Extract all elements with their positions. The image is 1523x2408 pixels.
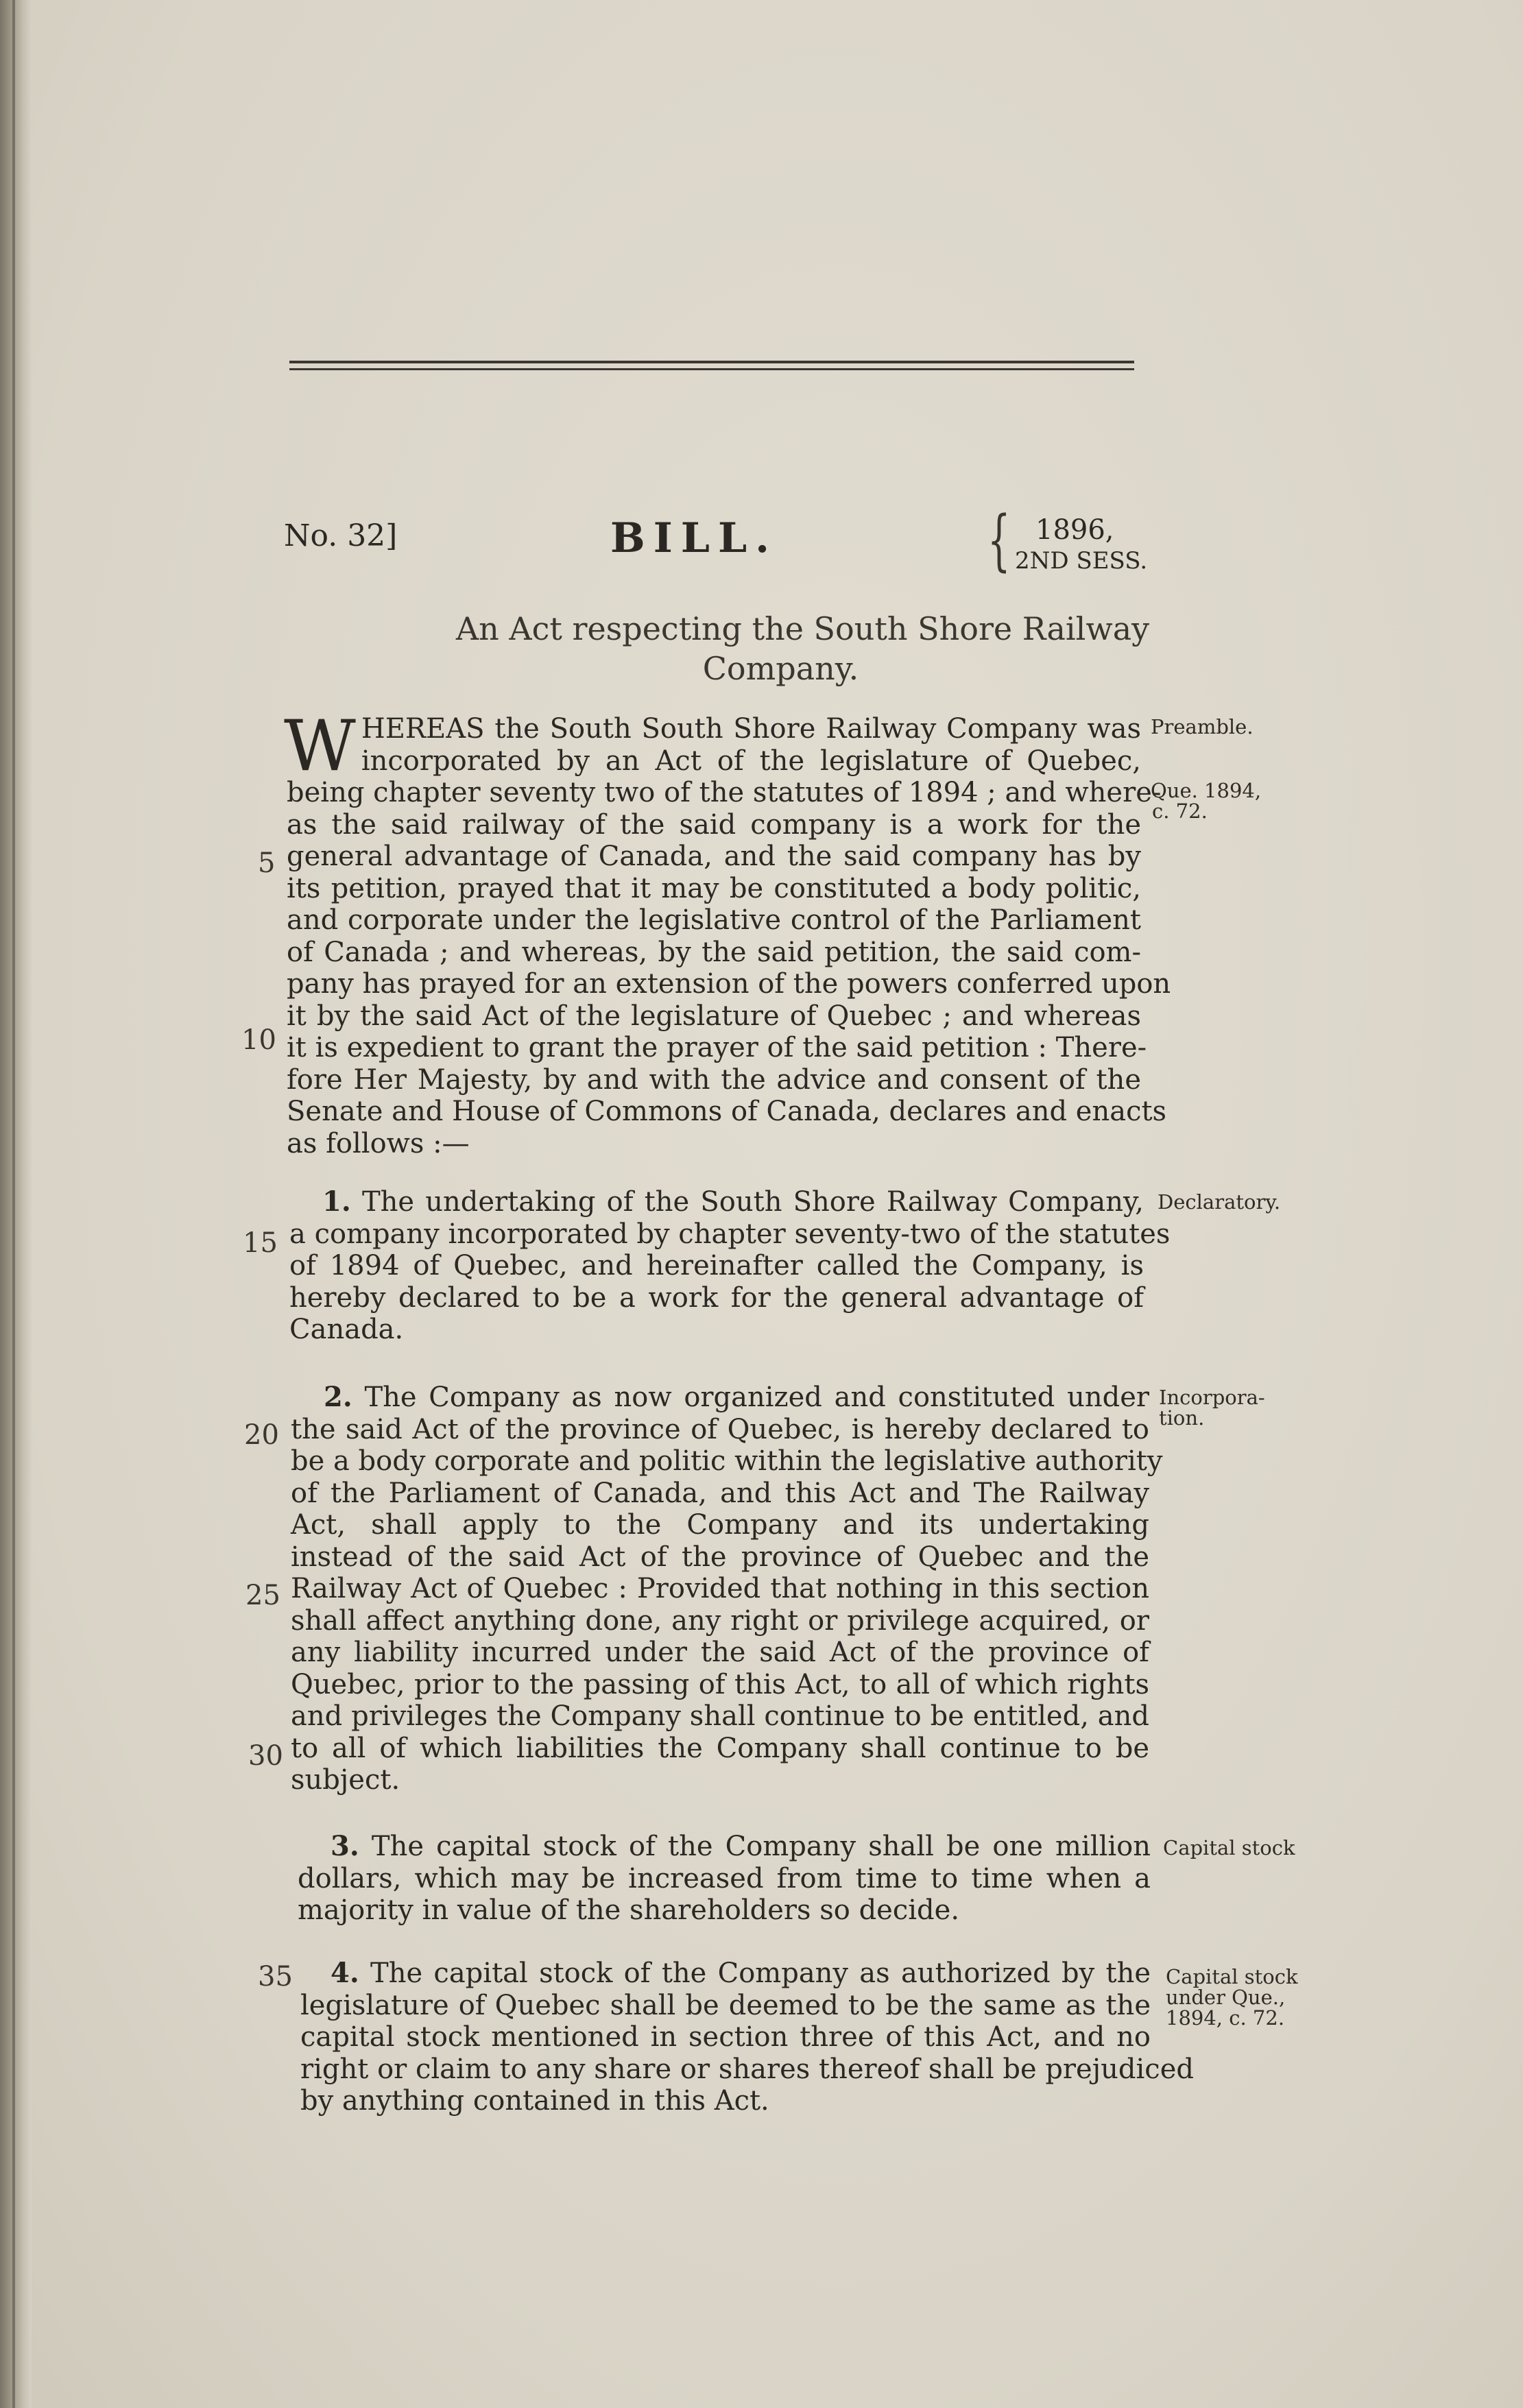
text-line: majority in value of the shareholders so decide.	[298, 1894, 960, 1926]
text-line: general advantage of Canada, and the said company has by	[287, 841, 1141, 872]
text-line: legislature of Quebec shall be deemed to be the same as the	[300, 1989, 1151, 2021]
text-line: subject.	[291, 1764, 400, 1796]
margin-note-que-ref-chapter: c. 72.	[1152, 799, 1208, 823]
margin-note-capital-stock-que-3: 1894, c. 72.	[1166, 2006, 1285, 2030]
text-line: it by the said Act of the legislature of Quebec ; and whereas	[287, 1000, 1141, 1032]
section-1	[289, 1185, 1171, 1346]
text-line: and corporate under the legislative control of the Parliament	[287, 904, 1141, 936]
margin-note-capital-stock: Capital stock	[1163, 1836, 1295, 1859]
line-number: 10	[241, 1024, 276, 1056]
text-line: any liability incurred under the said Act of the province of	[291, 1637, 1149, 1668]
text-line: dollars, which may be increased from time to time when a	[298, 1862, 1151, 1894]
header-rule-bottom	[289, 368, 1134, 370]
line-number: 35	[258, 1961, 293, 1992]
bill-year: 1896,	[1035, 514, 1114, 546]
text-line: The capital stock of the Company shall be one million	[371, 1831, 1151, 1862]
text-line: by anything contained in this Act.	[300, 2085, 769, 2117]
text-line: The Company as now organized and constituted under	[364, 1382, 1150, 1413]
line-number: 15	[243, 1227, 278, 1259]
section-3	[298, 1831, 1151, 1927]
preamble-paragraph	[284, 706, 1171, 1159]
text-line: Senate and House of Commons of Canada, declares and enacts	[287, 1096, 1167, 1127]
text-line: of the Parliament of Canada, and this Act and The Railway	[291, 1477, 1149, 1509]
text-line: as the said railway of the said company is a work for the	[287, 808, 1141, 841]
text-line: The capital stock of the Company as authorized by the	[370, 1958, 1151, 1989]
text-line: of 1894 of Quebec, and hereinafter called the Company, is	[289, 1250, 1144, 1281]
text-line: capital stock mentioned in section three of this Act, and no	[300, 2021, 1151, 2053]
bill-session: 2ND SESS.	[1015, 547, 1148, 575]
line-number: 5	[258, 847, 276, 879]
preamble-dropcap: W	[284, 706, 356, 787]
margin-note-capital-stock-que-2: under Que.,	[1166, 1986, 1286, 2009]
text-line: shall affect anything done, any right or privilege acquired, or	[291, 1604, 1149, 1637]
section-number: 2.	[324, 1381, 352, 1413]
binding-edge-line	[12, 0, 15, 2408]
text-line: HEREAS the South South Shore Railway Company was	[361, 713, 1141, 745]
text-line: it is expedient to grant the prayer of the said petition : There-	[287, 1032, 1147, 1063]
text-line: The undertaking of the South Shore Railway Company,	[361, 1186, 1144, 1218]
section-2	[291, 1381, 1163, 1796]
text-line: Quebec, prior to the passing of this Act, to all of which rights	[291, 1668, 1149, 1700]
text-line: be a body corporate and politic within the legislative authority	[291, 1445, 1163, 1477]
text-line: the said Act of the province of Quebec, is hereby declared to	[291, 1413, 1149, 1445]
text-line: instead of the said Act of the province of Quebec and the	[291, 1541, 1149, 1573]
bill-title: BILL.	[610, 514, 778, 562]
section-number: 1.	[322, 1185, 351, 1218]
line-number: 25	[245, 1580, 280, 1611]
section-4	[300, 1957, 1194, 2117]
text-line: to all of which liabilities the Company shall continue to be	[291, 1732, 1149, 1764]
binding-spine	[0, 0, 32, 2408]
text-line: Act, shall apply to the Company and its undertaking	[291, 1509, 1149, 1541]
text-line: Railway Act of Quebec : Provided that nothing in this section	[291, 1573, 1149, 1604]
text-line: and privileges the Company shall continue to be entitled, and	[291, 1700, 1149, 1732]
bill-number: No. 32]	[284, 518, 398, 553]
text-line: Canada.	[289, 1314, 404, 1345]
margin-note-preamble: Preamble.	[1151, 715, 1254, 738]
brace-glyph: {	[987, 502, 1011, 579]
margin-note-capital-stock-que: Capital stock	[1166, 1965, 1298, 1988]
line-number: 20	[244, 1419, 279, 1451]
text-line: as follows :—	[287, 1127, 470, 1159]
text-line: being chapter seventy two of the statutes of 1894 ; and where-	[287, 777, 1162, 808]
margin-note-incorporation: Incorpora-	[1159, 1386, 1265, 1409]
margin-note-incorporation-cont: tion.	[1159, 1406, 1205, 1430]
line-number: 30	[248, 1740, 283, 1772]
section-number: 3.	[331, 1830, 359, 1862]
act-title-line-2: Company.	[702, 650, 859, 687]
margin-note-que-ref: Que. 1894,	[1151, 779, 1262, 802]
section-number: 4.	[331, 1957, 359, 1989]
text-line: its petition, prayed that it may be constituted a body politic,	[287, 872, 1141, 904]
text-line: right or claim to any share or shares thereof shall be prejudiced	[300, 2053, 1194, 2085]
header-rule-top	[289, 361, 1134, 363]
text-line: fore Her Majesty, by and with the advice and consent of the	[287, 1063, 1141, 1096]
text-line: a company incorporated by chapter seventy-two of the statutes	[289, 1218, 1171, 1250]
text-line: pany has prayed for an extension of the powers conferred upon	[287, 968, 1171, 1000]
act-title-line-1: An Act respecting the South Shore Railway	[455, 610, 1150, 647]
text-line: of Canada ; and whereas, by the said petition, the said com-	[287, 936, 1141, 968]
margin-note-declaratory: Declaratory.	[1158, 1190, 1281, 1214]
text-line: hereby declared to be a work for the general advantage of	[289, 1281, 1144, 1314]
text-line: incorporated by an Act of the legislature of Quebec,	[361, 745, 1141, 777]
